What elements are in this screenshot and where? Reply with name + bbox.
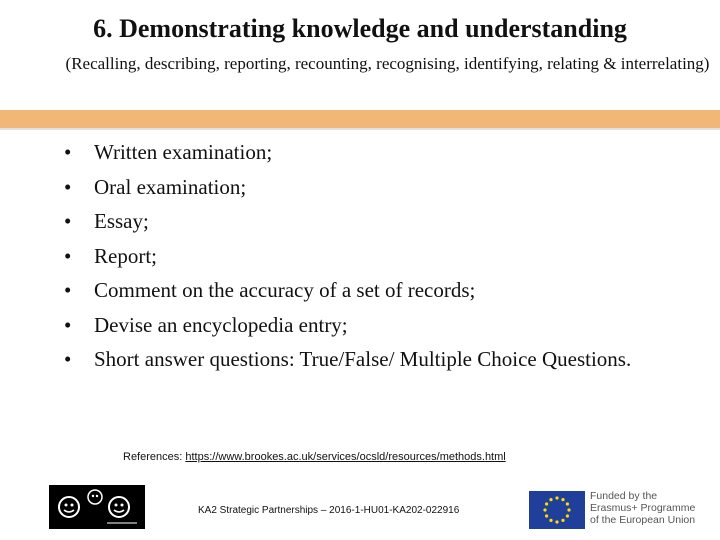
references-link[interactable]: https://www.brookes.ac.uk/services/ocsld/resources/methods.html (185, 451, 506, 463)
project-code: KA2 Strategic Partnerships – 2016-1-HU01-KA202-022916 (198, 505, 460, 516)
list-item (64, 239, 690, 274)
list-item (64, 342, 690, 377)
eu-flag-icon (529, 491, 585, 529)
bullet-icon: • (64, 278, 72, 302)
bullet-list (64, 135, 690, 377)
references-label: References: (123, 451, 186, 463)
bullet-icon: • (64, 347, 72, 371)
list-item-text: Essay; (94, 209, 149, 233)
list-item (64, 308, 690, 343)
eu-text-line: Funded by the (590, 490, 658, 502)
bullet-icon: • (64, 174, 72, 199)
list-item (64, 204, 690, 239)
divider (0, 128, 720, 130)
slide-subtitle: (Recalling, describing, reporting, recounting, recognising, identifying, relating & interrelating) (65, 54, 710, 73)
references (123, 451, 506, 463)
list-item (64, 170, 690, 205)
bullet-icon: • (64, 140, 72, 164)
slide-title: 6. Demonstrating knowledge and understanding (93, 14, 627, 43)
eu-text-line: Erasmus+ Programme (590, 502, 696, 514)
project-logo-icon (49, 485, 145, 529)
list-item (64, 273, 690, 308)
list-item-text: Written examination; (94, 140, 273, 164)
bullet-icon: • (64, 243, 72, 268)
list-item (64, 135, 690, 170)
eu-text-line: of the European Union (590, 514, 696, 526)
list-item-text: Comment on the accuracy of a set of records; (94, 278, 476, 302)
list-item-text: Short answer questions: True/False/ Multiple Choice Questions. (94, 347, 632, 371)
eu-funding-text (590, 490, 695, 526)
bullet-icon: • (64, 209, 72, 233)
accent-bar (0, 110, 720, 128)
list-item-text: Report; (94, 243, 157, 268)
list-item-text: Oral examination; (94, 174, 247, 199)
bullet-icon: • (64, 312, 72, 337)
list-item-text: Devise an encyclopedia entry; (94, 312, 348, 337)
